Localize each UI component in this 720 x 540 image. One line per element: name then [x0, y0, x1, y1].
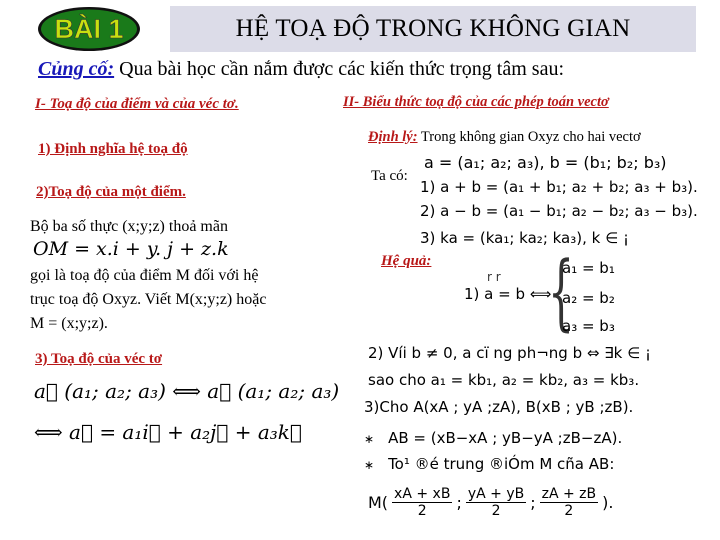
page-title: HỆ TOẠ ĐỘ TRONG KHÔNG GIAN	[235, 15, 631, 42]
item-3-heading: 3) Toạ độ của véc tơ	[35, 351, 163, 367]
fraction-x-denominator: 2	[417, 502, 427, 519]
theorem-text: Trong không gian Oxyz cho hai vectơ	[417, 129, 641, 145]
definition-line-2: gọi là toạ độ của điểm M đối với hệ	[30, 267, 259, 284]
ta-co-label: Ta có:	[371, 168, 408, 184]
consequence-label: Hệ quả:	[381, 253, 432, 269]
separator-1: ;	[456, 492, 462, 512]
equality-row-2: a₂ = b₂	[562, 289, 615, 307]
fraction-y-denominator: 2	[491, 502, 501, 519]
bullet-1: ∗	[364, 432, 375, 446]
collinear-relation: sao cho a₁ = kb₁, a₂ = kb₂, a₃ = kb₃.	[368, 371, 640, 389]
midpoint-heading: To¹ ®é trung ®iÓm M cña AB:	[388, 455, 615, 473]
vector-coord-row-1: a⃗ (a₁; a₂; a₃) ⟺ a⃗ (a₁; a₂; a₃)	[34, 379, 340, 403]
vector-arrows: r r	[487, 270, 501, 284]
points-ab-definition: 3)Cho A(xA ; yA ;zA), B(xB ; yB ;zB).	[364, 398, 634, 416]
fraction-z	[540, 486, 599, 519]
vector-ab-line	[364, 429, 622, 447]
fraction-y-numerator: yA + yB	[467, 485, 525, 502]
midpoint-heading-line	[364, 455, 614, 473]
fraction-y	[466, 486, 526, 519]
midpoint-suffix: ).	[602, 492, 614, 512]
bullet-2: ∗	[364, 458, 375, 472]
recap-line	[38, 58, 564, 81]
definition-line-4: M = (x;y;z).	[30, 315, 108, 332]
om-formula: OM = x.i + y. j + z.k	[33, 238, 229, 260]
fraction-x	[392, 486, 452, 519]
vectors-ab-definition: a = (a₁; a₂; a₃), b = (b₁; b₂; b₃)	[424, 153, 667, 172]
equality-lhs: 1) a = b ⟺	[464, 285, 552, 303]
vector-ab-formula: AB = (xB−xA ; yB−yA ;zB−zA).	[388, 429, 623, 447]
equality-row-1: a₁ = b₁	[562, 259, 615, 277]
badge-text: BÀI 1	[54, 14, 124, 44]
item-2-heading: 2)Toạ độ của một điểm.	[36, 184, 186, 200]
definition-line-1: Bộ ba số thực (x;y;z) thoả mãn	[30, 218, 228, 235]
scalar-formula: 3) ka = (ka₁; ka₂; ka₃), k ∈ ¡	[420, 229, 629, 247]
midpoint-formula	[368, 480, 613, 524]
recap-text: Qua bài học cần nắm được các kiến thức trọng tâm sau:	[114, 58, 564, 80]
equality-row-3: a₃ = b₃	[562, 317, 615, 335]
midpoint-prefix: M(	[368, 492, 389, 512]
fraction-z-numerator: zA + zB	[541, 485, 597, 502]
difference-formula: 2) a − b = (a₁ − b₁; a₂ − b₂; a₃ − b₃).	[420, 202, 698, 220]
collinear-condition: 2) Víi b ≠ 0, a cï ng ph¬ng b ⇔ ∃k ∈ ¡	[368, 344, 651, 362]
theorem-label: Định lý:	[368, 129, 418, 145]
fraction-z-denominator: 2	[564, 502, 574, 519]
section-1-heading: I- Toạ độ của điểm và của véc tơ.	[35, 96, 239, 112]
fraction-x-numerator: xA + xB	[394, 485, 451, 502]
section-2-heading: II- Biểu thức toạ độ của các phép toán vectơ	[343, 94, 609, 110]
theorem-line	[368, 129, 641, 146]
recap-label: Củng cố:	[38, 58, 115, 80]
lesson-badge	[36, 5, 142, 53]
separator-2: ;	[530, 492, 536, 512]
title-bar	[170, 6, 696, 52]
vector-coord-row-2: ⟺ a⃗ = a₁i⃗ + a₂j⃗ + a₃k⃗	[34, 420, 302, 444]
item-1-heading: 1) Định nghĩa hệ toạ độ	[38, 141, 188, 157]
sum-formula: 1) a + b = (a₁ + b₁; a₂ + b₂; a₃ + b₃).	[420, 178, 698, 196]
system-brace: {	[548, 245, 575, 340]
definition-line-3: trục toạ độ Oxyz. Viết M(x;y;z) hoặc	[30, 291, 267, 308]
